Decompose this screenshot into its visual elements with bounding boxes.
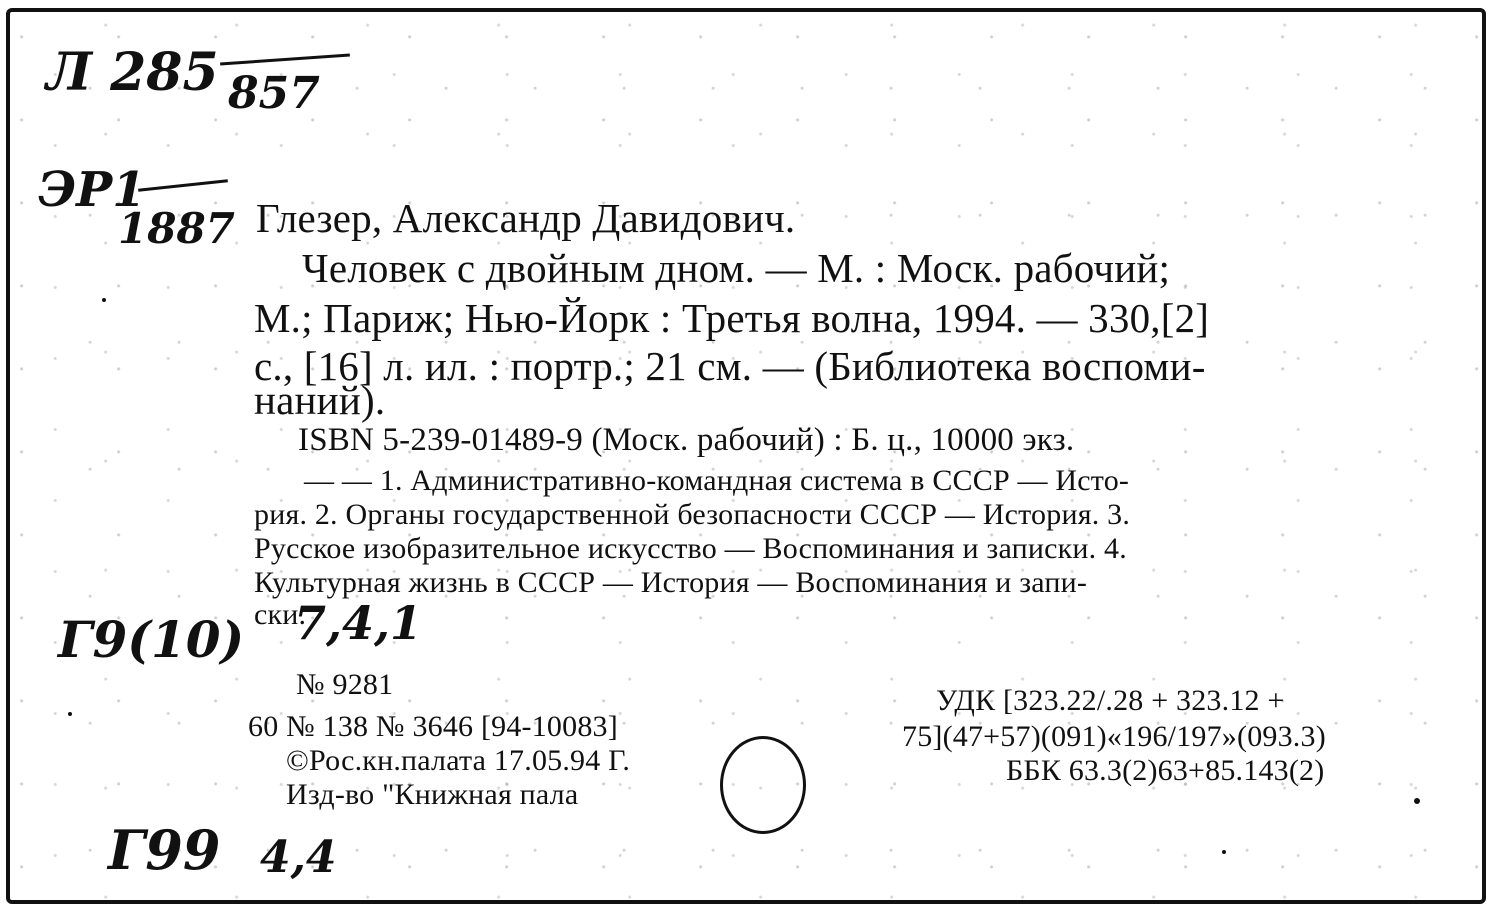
description-line-1: Человек с двойным дном. — М. : Моск. рабочий; [302,245,1171,291]
handwritten-er-number: 1887 [118,204,235,253]
handwritten-er-code: ЭР1 [38,162,146,218]
copyright-line: ©Рос.кн.палата 17.05.94 Г. [286,744,631,777]
speck [68,712,72,716]
subject-line-1: — — 1. Административно-командная система в СССР — Исто- [304,464,1130,497]
description-line-4: наний). [254,377,386,423]
speck [102,298,106,302]
registration-line: 60 № 138 № 3646 [94-10083] [248,710,618,743]
handwritten-bottom-suffix: 4,4 [260,832,337,883]
udk-line-2: 75](47+57)(091)«196/197»(093.3) [902,720,1326,753]
udk-line-1: УДК [323.22/.28 + 323.12 + [936,684,1285,717]
handwritten-shelfmark-number: 857 [228,68,320,119]
author-heading: Глезер, Александр Давидович. [256,195,796,241]
handwritten-shelfmark: Л 285 [46,42,219,103]
handwritten-bottom-code: Г99 [108,818,221,882]
handwritten-classification: Г9(10) [58,610,245,669]
bbk-line: ББК 63.3(2)63+85.143(2) [1006,754,1325,787]
subject-line-3: Русское изобразительное искусство — Воспоминания и записки. 4. [254,532,1127,565]
stamp-circle [720,736,806,834]
handwritten-fraction-line [220,53,350,65]
handwritten-classification-suffix: 7,4,1 [294,596,423,650]
card-number: № 9281 [296,668,394,701]
handwritten-er-line [138,179,228,191]
catalog-card [6,8,1486,904]
subject-line-4: Культурная жизнь в СССР — История — Воспоминания и запи- [254,566,1088,599]
isbn-line: ISBN 5-239-01489-9 (Моск. рабочий) : Б. ц., 10000 экз. [298,422,1075,458]
subject-line-2: рия. 2. Органы государственной безопасности СССР — История. 3. [254,498,1131,531]
publisher-line: Изд-во "Книжная пала [286,778,579,811]
description-line-2: М.; Париж; Нью-Йорк : Третья волна, 1994. — 330,[2] [254,295,1210,341]
speck [1414,798,1420,804]
speck [1222,850,1226,854]
description-line-3: с., [16] л. ил. : портр.; 21 см. — (Библиотека воспоми- [254,343,1206,389]
subject-line-5: ски. [254,598,307,631]
